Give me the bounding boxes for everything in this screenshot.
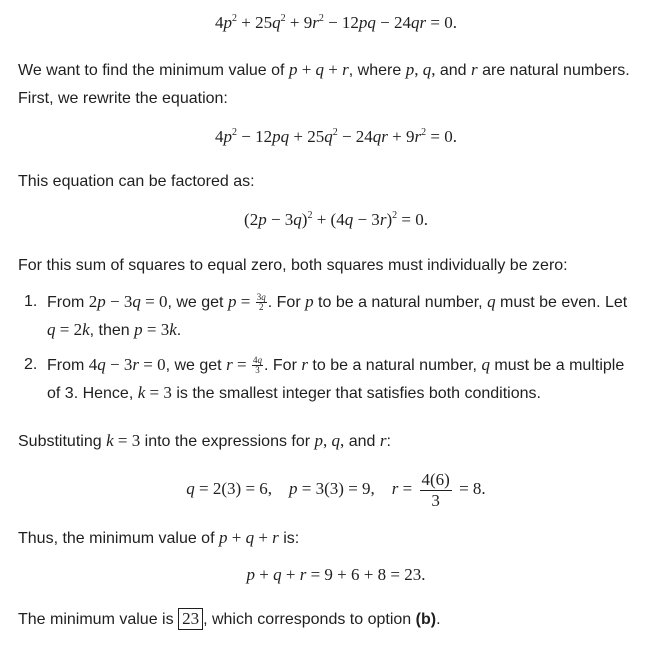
step-2-line-2: of 3. Hence, k = 3 is the smallest integer that satisfies both conditions. xyxy=(47,383,541,402)
equation-original: $4p^2 + 25q^2 + 9r^2 - 12pq - 24qr = 0$. xyxy=(215,13,457,32)
step-2-label: 2. xyxy=(24,356,38,373)
step-1-label: 1. xyxy=(24,293,38,310)
equation-factored: $(2p - 3q)^2 + (4q - 3r)^2 = 0$. xyxy=(244,210,428,229)
final-answer-line: The minimum value is 23 , which corresponds to option (b). xyxy=(18,609,441,628)
fraction-3q-over-2: $\frac{3q}{2}$ xyxy=(256,292,266,313)
step-1-line-2: q = 2k, then p = 3k. xyxy=(47,320,182,339)
boxed-answer: 23 xyxy=(178,608,203,630)
equation-substitution: q = 2(3) = 6, p = 3(3) = 9, r = $\frac{4(6)}{3}$ = 8. xyxy=(186,469,486,510)
squares-intro: For this sum of squares to equal zero, both squares must individually be zero: xyxy=(18,257,568,274)
step-1-line-1: From 2p − 3q = 0, we get p = $\frac{3q}{2}$ . For p to be a natural number, q must be even. Let xyxy=(47,292,628,313)
fraction-4-6-over-3: $\frac{4(6)}{3}$ xyxy=(421,469,450,510)
thus-line: Thus, the minimum value of p + q + r is: xyxy=(18,528,300,547)
equation-rewritten: $4p^2 - 12pq + 25q^2 - 24qr + 9r^2 = 0$. xyxy=(215,127,457,146)
step-2-line-1: From 4q − 3r = 0, we get r = $\frac{4q}{3}$ . For r to be a natural number, q must be a multiple xyxy=(47,355,625,376)
first-line: First, we rewrite the equation: xyxy=(18,90,228,107)
intro-paragraph: We want to find the minimum value of p + q + r, where p, q, and r are natural numbers. xyxy=(18,60,630,79)
fraction-4q-over-3: $\frac{4q}{3}$ xyxy=(253,355,262,376)
factored-intro: This equation can be factored as: xyxy=(18,173,255,190)
equation-sum: p + q + r = 9 + 6 + 8 = 23. xyxy=(246,565,426,584)
option-label: (b) xyxy=(415,611,437,628)
substituting-line: Substituting k = 3 into the expressions for p, q, and r: xyxy=(18,431,391,450)
